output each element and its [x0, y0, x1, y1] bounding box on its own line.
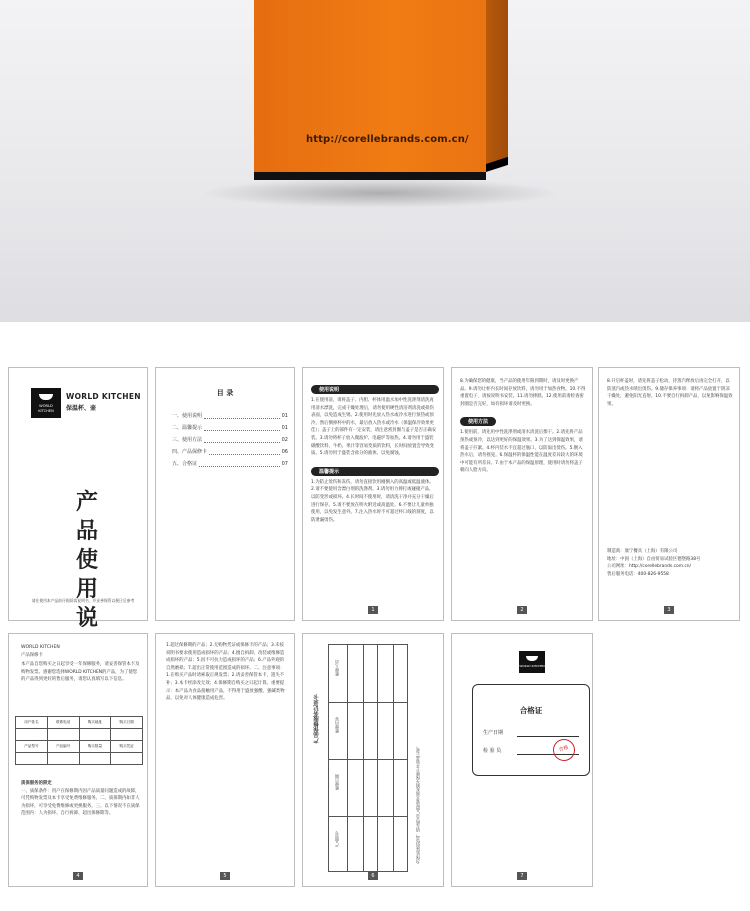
brand-name: WORLD KITCHEN	[66, 392, 141, 401]
service-record-grid	[328, 644, 408, 872]
table-cell: 购买日期	[111, 717, 143, 729]
warranty-page	[8, 633, 148, 887]
product-photo	[0, 0, 750, 322]
production-date-field[interactable]	[517, 736, 579, 737]
toc-item[interactable]: 三、使用方法 02	[172, 434, 288, 446]
table-cell: 购买地址	[79, 717, 111, 729]
page-number: 3	[664, 606, 674, 614]
warranty-terms-page	[155, 633, 295, 887]
brand-logo: WORLD KITCHEN	[519, 651, 545, 673]
box-front	[254, 0, 486, 178]
manual-title: 产品使用说	[75, 490, 98, 631]
service-record-page	[302, 633, 444, 887]
website: 公司网址：http://corellebrands.com.cn/	[607, 564, 692, 570]
toc-list	[172, 410, 288, 470]
product-category: 保温杯、壶	[66, 405, 97, 412]
warranty-scope-text: 一、质保条件：用户在保修期内因产品质量问题造成的故障，可凭购物发票及本卡享受免费维修服务。二、质保期内如非人为损坏，可享受免费维修或更换服务。三、以下情况不在质保范围内：人为损坏、自行拆卸、超出保修期等。	[21, 788, 140, 817]
brand-logo	[31, 388, 61, 418]
hotline: 售后服务电话：400-826-9558	[607, 571, 669, 577]
method-text-continued: 8.开启杯盖时，请先将盖子松动，待蒸汽释放后再完全打开，以防蒸汽或热水喷出烫伤。9.储存保养事项：请将产品放置于阴凉干燥处，避免阳光直射。10.不要自行拆卸产品，以免影响保温效果。	[607, 379, 733, 407]
warranty-table	[15, 716, 143, 765]
box-url: http://corellebrands.com.cn/	[306, 134, 469, 145]
warranty-scope-title: 质保服务的限定	[21, 781, 52, 786]
cover-page	[8, 367, 148, 631]
page-number: 4	[73, 872, 83, 880]
certificate-page	[451, 633, 593, 887]
warranty-terms: 1.超过保修期的产品；2.无购物凭证或保修卡的产品；3.未按说明书要求使用造成损坏的产品；4.擅自拆卸、改装或维修造成损坏的产品；5.因不可抗力造成损坏的产品；6.产品外观的自然磨损；7.超出正常使用范围造成的损坏。二、注意事项：1.在购买产品时请索取正规发票；2.请妥善保管本卡，遗失不补；3.本卡经涂改无效；4.保修期自购买之日起计算。重要提示：本产品为食品接触用产品，不得用于盛放强酸、强碱类物品，以免对人体健康造成危害。	[166, 643, 285, 702]
packaging-box	[254, 0, 509, 180]
toc-title: 目 录	[216, 389, 234, 397]
inspector-label: 检 验 员	[483, 748, 502, 754]
logo-text-1: WORLD	[39, 404, 53, 408]
table-input[interactable]	[16, 753, 48, 765]
table-cell: 产品编号	[47, 741, 79, 753]
instructions-page-3	[598, 367, 740, 621]
table-cell: 用户姓名	[16, 717, 48, 729]
table-input[interactable]	[47, 729, 79, 741]
method-text: 1.使用前，请先用中性洗涤剂或清水清洗后擦干。2.请先将产品预热或预冷，以达到更好的保温效果。3.为了达到保温效果，请将盖子拧紧。4.杯内装水不宜超过瓶口，以防溢出烫伤。5.倒入热水后，请勿摇晃。6.保温杯的保温性能在温度差异较大的环境中可能有所差异。7.由于本产品的保温原理，使用时请勿将盖子朝向人脸方向。	[460, 430, 583, 474]
grid-label: 维修内容	[334, 717, 339, 733]
logo-text-2: KITCHEN	[38, 409, 54, 413]
bowl-icon	[526, 656, 538, 661]
production-date-label: 生产日期	[483, 730, 504, 736]
warranty-intro: 本产品自您购买之日起享受一年保修服务，请妥善保管本卡及购物发票。感谢您选择WORLD KITCHEN的产品，为了使您的产品得到更好的售后服务，请您认真填写以下信息。	[21, 662, 140, 683]
table-cell: 购买凭证	[111, 741, 143, 753]
instructions-page-2	[451, 367, 593, 621]
qualified-stamp: 合格	[550, 736, 578, 764]
box-side	[486, 0, 508, 170]
toc-item[interactable]: 四、产品保修卡 06	[172, 446, 288, 458]
page-number: 7	[517, 872, 527, 880]
section-heading: 温馨提示	[311, 467, 439, 476]
manufacturer: 制造商：康宁餐具（上海）有限公司	[607, 549, 678, 554]
qualification-certificate	[472, 664, 590, 776]
table-input[interactable]	[111, 753, 143, 765]
grid-label: 产品型号	[334, 831, 339, 847]
table-cell: 购买数量	[79, 741, 111, 753]
service-record-title: 产品保修服务记录卡	[314, 694, 320, 744]
table-cell: 产品型号	[16, 741, 48, 753]
page-number: 5	[220, 872, 230, 880]
address: 地址：中国（上海）自由贸易试验区德堡路38号	[607, 556, 701, 562]
service-note: 为保证您的权益，请在购买产品时要求商家填写保修卡并加盖公章。	[415, 744, 420, 864]
toc-item[interactable]: 一、使用说明 01	[172, 410, 288, 422]
grid-label: 维修日期	[334, 774, 339, 790]
toc-page	[155, 367, 295, 621]
page-number: 6	[368, 872, 378, 880]
table-input[interactable]	[47, 753, 79, 765]
table-input[interactable]	[111, 729, 143, 741]
page-number: 1	[368, 606, 378, 614]
page-number: 2	[517, 606, 527, 614]
table-input[interactable]	[79, 729, 111, 741]
table-input[interactable]	[79, 753, 111, 765]
section-heading: 使用方法	[460, 417, 496, 426]
usage-text: 1.在使用前，请将盖子、内胆、杯体用温水加中性洗涤剂清洗再用清水漂洗，完成干燥处理后，请勿使用硬性清洁剂清洗或损伤表面，以免造成生锈。2.使用时先放入热水或冷水进行预热或预冷，然后倒掉杯中的水，最后放入热水或冷水（保温保冷效果更佳）；盖子上的部件有一定安装，请注意密封圈与盖子是否正确安装。3.请勿将杯子放入微波炉、电磁炉等加热。4.请勿用于盛装碳酸饮料、牛奶、果汁等容易变质的饮料，长时间放置会导致变质。5.请勿用于盛装含盐分的液体，以免腐蚀。	[311, 398, 437, 457]
box-shadow	[200, 178, 560, 208]
warranty-subtitle: 产品保修卡	[21, 652, 43, 658]
warranty-brand: WORLD KITCHEN	[21, 645, 60, 650]
grid-label: 维修人员	[334, 660, 339, 676]
instructions-page-1	[302, 367, 444, 621]
tips-text-continued: 8.为确保您的健康，当产品的使用年限到期时，请及时更换产品。9.请勿让杯内长时间存放饮料，请勿用于加热食物。10.不得重置电子，请按说明书安装。11.请勿摔跌。12.使用前请检查密封圈是否完好，如有损坏请及时更换。	[460, 379, 586, 407]
toc-item[interactable]: 五、合格证 07	[172, 458, 288, 470]
tips-text: 1.为防止烫伤和冻伤，请勿直接饮用刚倒入的高温或低温液体。2.请不要使用含漂白剂的洗涤剂。3.请勿用力摔打或碰撞产品，以防变形或损坏。4.长时间不使用时，请清洗干净并充分干燥后进行保存。5.请不要放在明火附近或高温处。6.不要让儿童单独使用，以免发生意外。7.注入热水时不可超过杯口线的刻度，以防泄漏烫伤。	[311, 479, 434, 523]
toc-item[interactable]: 二、温馨提示 01	[172, 422, 288, 434]
table-cell: 联系电话	[47, 717, 79, 729]
table-input[interactable]	[16, 729, 48, 741]
certificate-title: 合格证	[519, 706, 543, 715]
bowl-icon	[39, 394, 53, 400]
section-heading: 使用说明	[311, 385, 439, 394]
cover-footnote: 请在使用本产品前仔细阅读说明书，并妥善保管以便日后参考	[31, 598, 135, 603]
box-base	[254, 172, 486, 180]
